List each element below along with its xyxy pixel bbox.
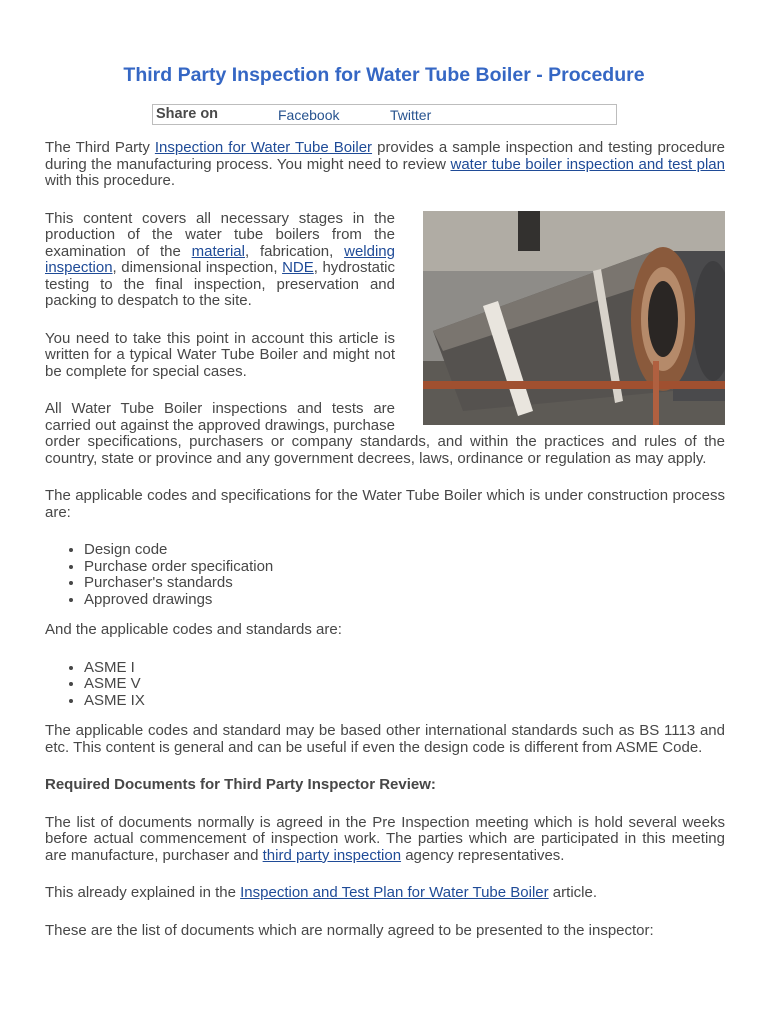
documents-list-intro: These are the list of documents which are normally agreed to be presented to the inspector: (45, 921, 654, 939)
list-item: • ASME V (84, 676, 725, 693)
list-item: • Approved drawings (84, 592, 725, 609)
note-paragraph: You need to take this point in account this article is written for a typical Water Tube Boiler and might not be complete for special cases. (45, 329, 395, 380)
share-bar (152, 104, 617, 125)
list-item: • Purchaser's standards (84, 575, 725, 592)
twitter-share-link[interactable]: Twitter (390, 107, 432, 123)
material-link[interactable]: material (191, 242, 245, 260)
third-party-inspection-link[interactable]: third party inspection (262, 846, 402, 864)
boiler-drum-photo (423, 211, 725, 425)
stages-paragraph: This content covers all necessary stages in the production of the water tube boilers from the examination of the material, fabrication, welding inspection, dimensional inspection, NDE, hydrostatic testing to the final inspection, preservation and packing to despatch to the site. (45, 209, 395, 309)
required-documents-heading: Required Documents for Third Party Inspector Review: (45, 776, 436, 793)
inspections-paragraph: All Water Tube Boiler inspections and tests are carried out against the approved drawings, purchase order specifications, purchasers or company standards, and within the practices and rules of the country, state or province and any government decrees, laws, ordinance or regulation as may apply. (45, 400, 725, 467)
standards-intro-paragraph: And the applicable codes and standards are: (45, 621, 342, 638)
facebook-share-link[interactable]: Facebook (278, 107, 340, 123)
inspection-water-tube-boiler-link[interactable]: Inspection for Water Tube Boiler (154, 139, 373, 156)
list-item: • Design code (84, 542, 725, 559)
codes-intro-paragraph: The applicable codes and specifications for the Water Tube Boiler which is under construction process are: (45, 487, 725, 521)
share-label: Share on (156, 106, 219, 122)
itp-reference-paragraph: This already explained in the Inspection and Test Plan for Water Tube Boiler article. (45, 884, 597, 901)
documents-paragraph: The list of documents normally is agreed in the Pre Inspection meeting which is hold several weeks before actual commencement of inspection work. The parties which are participated in this meeting are manufacture, purchaser and third party inspection agency representatives. (45, 813, 725, 864)
other-standards-paragraph: The applicable codes and standard may be based other international standards such as BS 1113 and etc. This content is general and can be useful if even the design code is different from ASME Code. (45, 722, 725, 756)
specifications-list (45, 542, 725, 608)
itp-water-tube-boiler-link[interactable]: Inspection and Test Plan for Water Tube Boiler (240, 884, 549, 901)
inspection-test-plan-link[interactable]: water tube boiler inspection and test plan (450, 155, 725, 173)
list-item: • Purchase order specification (84, 559, 725, 576)
list-item: • ASME I (84, 660, 725, 677)
welding-inspection-link[interactable]: welding inspection (45, 242, 395, 276)
intro-paragraph: The Third Party Inspection for Water Tube Boiler provides a sample inspection and testing procedure during the manufacturing process. You might need to review water tube boiler inspection and test plan with this procedure. (45, 139, 726, 189)
page-title: Third Party Inspection for Water Tube Boiler - Procedure (123, 64, 645, 86)
nde-link[interactable]: NDE (282, 259, 314, 276)
standards-list (45, 660, 725, 710)
list-item: • ASME IX (84, 693, 725, 710)
article-body (45, 140, 725, 960)
